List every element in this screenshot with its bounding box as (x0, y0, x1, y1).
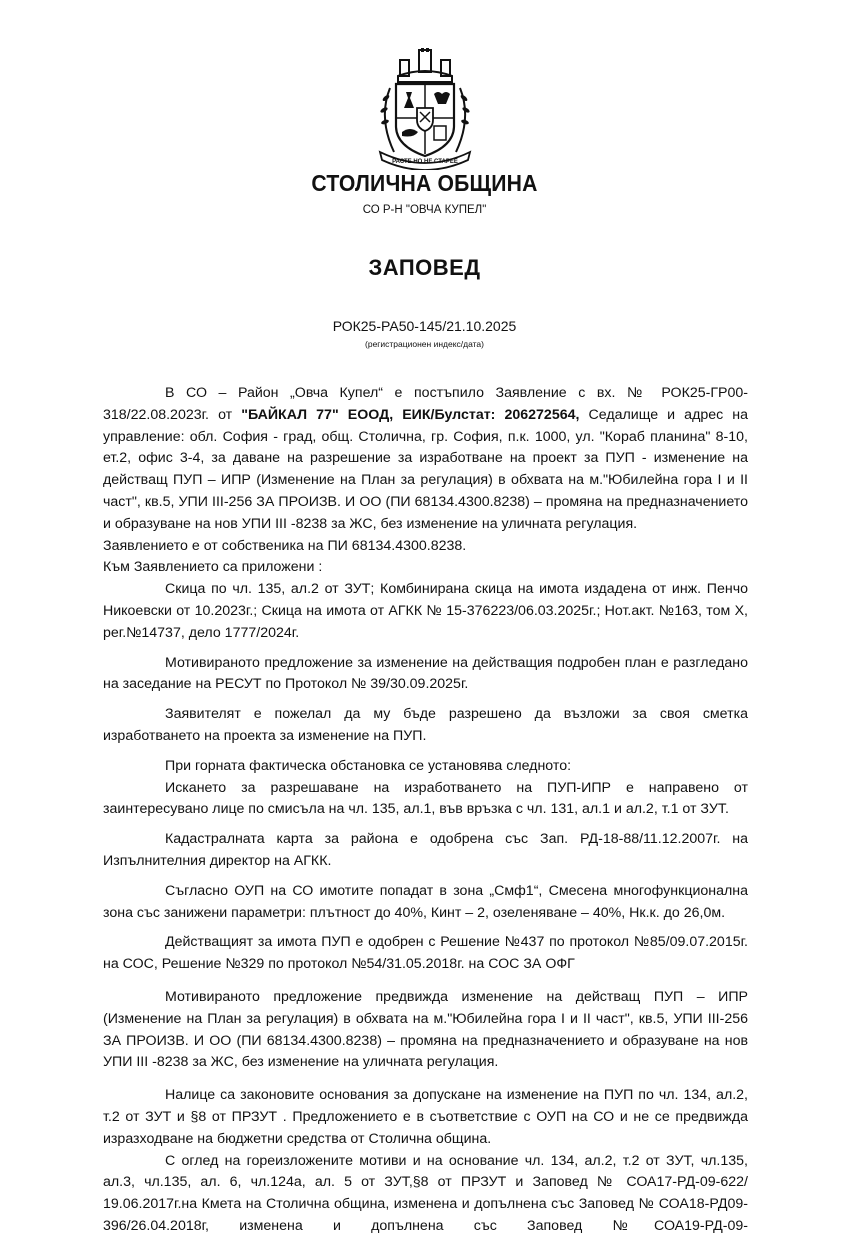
organization-name: СТОЛИЧНА ОБЩИНА (311, 170, 538, 196)
paragraph-attachments: Скица по чл. 135, ал.2 от ЗУТ; Комбинирана скица на имота издадена от инж. Пенчо Никоевски от 10.2023г.; Скица на имота от АГКК № 15-376223/06.03.2025г.; Нот.акт. №163, том Х, рег.№14737, дело 1777/2024г. (103, 581, 748, 641)
paragraph-owner: Заявлението е от собственика на ПИ 68134.4300.8238. (103, 537, 467, 554)
registration-number: РОК25-РА50-145/21.10.2025 (332, 318, 517, 334)
paragraph-zoning: Съгласно ОУП на СО имотите попадат в зона „Смф1“, Смесена многофункционална зона със занижени параметри: плътност до 40%, Кинт – 2, озеленяване – 40%, Нк.к. до 26,0м. (103, 882, 748, 921)
document-title: ЗАПОВЕД (368, 255, 481, 280)
district-name: СО Р-Н "ОВЧА КУПЕЛ" (362, 204, 487, 216)
applicant-name: "БАЙКАЛ 77" ЕООД, ЕИК/Булстат: 206272564, (241, 406, 580, 423)
registration-label: (регистрационен индекс/дата) (365, 339, 484, 349)
coat-of-arms-icon (372, 48, 478, 170)
paragraph-attachments-heading: Към Заявлението са приложени : (103, 559, 323, 576)
paragraph-facts: При горната фактическа обстановка се установява следното: (165, 757, 572, 774)
paragraph-request: Искането за разрешаване на изработването на ПУП-ИПР е направено от заинтересувано лице по смисъла на чл. 135, ал.1, във връзка с чл. 131, ал.1 и ал.2, т.1 от ЗУТ. (103, 779, 748, 818)
paragraph-application: В СО – Район „Овча Купел“ е постъпило Заявление с вх. № РОК25-ГР00-318/22.08.2023г. от "БАЙКАЛ 77" ЕООД, ЕИК/Булстат: 206272564, Седалище и адрес на управление: обл. София - град, общ. Столична, гр. София, п.к. 1000, ул. "Кораб планина" 8-10, ет.2, офис 3-4, за даване на разрешение за изработване на проект за ПУП - изменение на действащ ПУП – ИПР (Изменение на План за регулация) в обхвата на м."Юбилейна гора I и II част", кв.5, УПИ III-256 ЗА ПРОИЗВ. И ОО (ПИ 68134.4300.8238) – промяна на предназначението и образуване на нов УПИ III -8238 за ЖС, без изменение на уличната регулация. (103, 385, 749, 532)
paragraph-resut: Мотивираното предложение за изменение на действащия подробен план е разгледано на заседание на РЕСУТ по Протокол № 39/30.09.2025г. (103, 654, 748, 693)
paragraph-current-plan: Действащият за имота ПУП е одобрен с Решение №437 по протокол №85/09.07.2015г. на СОС, Решение №329 по протокол №54/31.05.2018г. на СОС ЗА ОФГ (103, 934, 748, 973)
paragraph-applicant-wish: Заявителят е пожелал да му бъде разрешено да възложи за своя сметка изработването на проекта за изменение на ПУП. (103, 706, 748, 744)
paragraph-basis: С оглед на гореизложените мотиви и на основание чл. 134, ал.2, т.2 от ЗУТ, чл.135, ал.3, чл.135, ал. 6, чл.124а, ал. 5 от ЗУТ,§8 от ПРЗУТ и Заповед № СОА17-РД-09-622/ 19.06.2017г.на Кмета на Столична община, изменена и допълнена със Заповед № СОА18-РД09-396/26.04.2018г, изменена и допълнена със Заповед №СОА19-РД-09- (103, 1152, 748, 1234)
paragraph-proposal: Мотивираното предложение предвижда изменение на действащ ПУП – ИПР (Изменение на План за регулация) в обхвата на м."Юбилейна гора I и II част", кв.5, УПИ III-256 ЗА ПРОИЗВ. И ОО (ПИ 68134.4300.8238) – промяна на предназначението и образуване на нов УПИ III -8238 за ЖС, без изменение на уличната регулация. (103, 988, 748, 1071)
paragraph-legal-grounds: Налице са законовите основания за допускане на изменение на ПУП по чл. 134, ал.2, т.2 от ЗУТ и §8 от ПРЗУТ . Предложението е в съответствие с ОУП на СО и не се предвижда изразходване на бюджетни средства от Столична община. (103, 1087, 748, 1147)
document-body (103, 383, 748, 1238)
paragraph-cadastre: Кадастралната карта за района е одобрена със Зап. РД-18-88/11.12.2007г. на Изпълнителния директор на АГКК. (103, 831, 748, 869)
crest-motto: РАСТЕ НО НЕ СТАРЕЕ (392, 159, 458, 165)
